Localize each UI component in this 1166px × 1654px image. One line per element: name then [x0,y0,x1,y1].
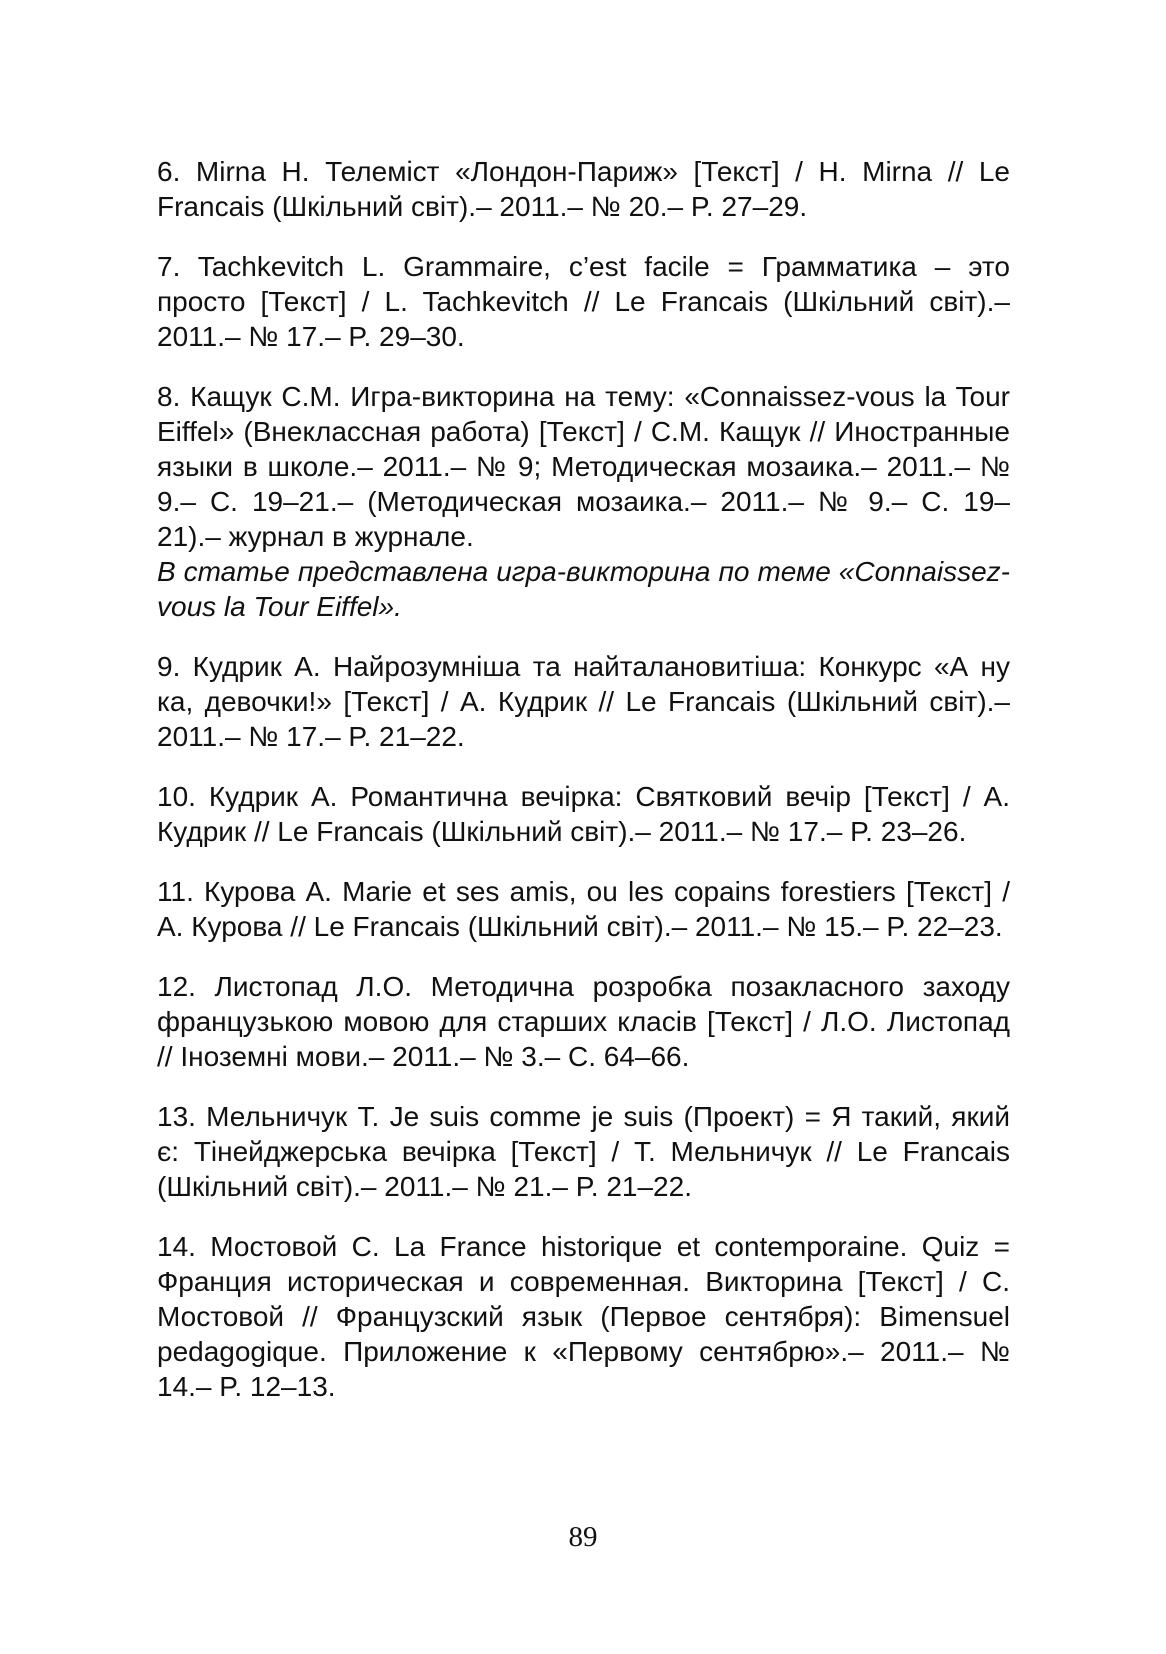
entry-text: 12. Листопад Л.О. Методична розробка позакласного заходу французькою мовою для старших класів [Текст] / Л.О. Листопад // Іноземні мови.– 2011.– № 3.– С. 64–66. [157,971,1010,1072]
bibliography-entry-12 [157,969,1010,1074]
bibliography-entry-13 [157,1099,1010,1204]
bibliography-entry-8 [157,379,1010,624]
entry-text: 7. Tachkevitch L. Grammaire, c’est facile = Грамматика – это просто [Текст] / L. Tachkevitch // Le Francais (Шкільний світ).– 2011.– № 17.– P. 29–30. [157,251,1010,352]
entry-text: 10. Кудрик А. Романтична вечірка: Святковий вечір [Текст] / А. Кудрик // Le Francais (Шкільний світ).– 2011.– № 17.– P. 23–26. [157,781,1010,847]
bibliography-entry-10 [157,779,1010,849]
page-number: 89 [568,1521,598,1553]
bibliography-page [157,154,1010,1429]
entry-annotation: В статье представлена игра-викторина по теме «Connaissez-vous la Tour Eiffel». [157,556,1010,622]
entry-text: 6. Mirna H. Телеміст «Лондон-Париж» [Текст] / H. Mirna // Le Francais (Шкільний світ).– 2011.– № 20.– P. 27–29. [157,156,1010,222]
bibliography-entry-6 [157,154,1010,224]
entry-text: 9. Кудрик А. Найрозумніша та найталановитіша: Конкурс «А ну ка, девочки!» [Текст] / А. Кудрик // Le Francais (Шкільний світ).– 2011.– № 17.– P. 21–22. [157,651,1010,752]
entry-text: 14. Мостовой С. La France historique et contemporaine. Quiz = Франция историческая и современная. Викторина [Текст] / С. Мостовой // Французский язык (Первое сентября): Bimensuel pedagogique. Приложение к «Первому сентябрю».– 2011.– № 14.– P. 12–13. [157,1231,1010,1402]
entry-text: 13. Мельничук Т. Je suis comme je suis (Проект) = Я такий, який є: Тінейджерська вечірка [Текст] / Т. Мельничук // Le Francais (Шкільний світ).– 2011.– № 21.– P. 21–22. [157,1101,1010,1202]
entry-text: 11. Курова А. Marie et ses amis, ou les copains forestiers [Текст] / А. Курова // Le Francais (Шкільний світ).– 2011.– № 15.– P. 22–23. [157,876,1010,942]
bibliography-entry-14 [157,1229,1010,1404]
entry-text: 8. Кащук С.М. Игра-викторина на тему: «Connaissez-vous la Tour Eiffel» (Внеклассная работа) [Текст] / С.М. Кащук // Иностранные языки в школе.– 2011.– № 9; Методическая мозаика.– 2011.– № 9.– С. 19–21.– (Методическая мозаика.– 2011.– № 9.– С. 19–21).– журнал в журнале. [157,381,1010,552]
bibliography-entry-11 [157,874,1010,944]
bibliography-entry-7 [157,249,1010,354]
bibliography-entry-9 [157,649,1010,754]
